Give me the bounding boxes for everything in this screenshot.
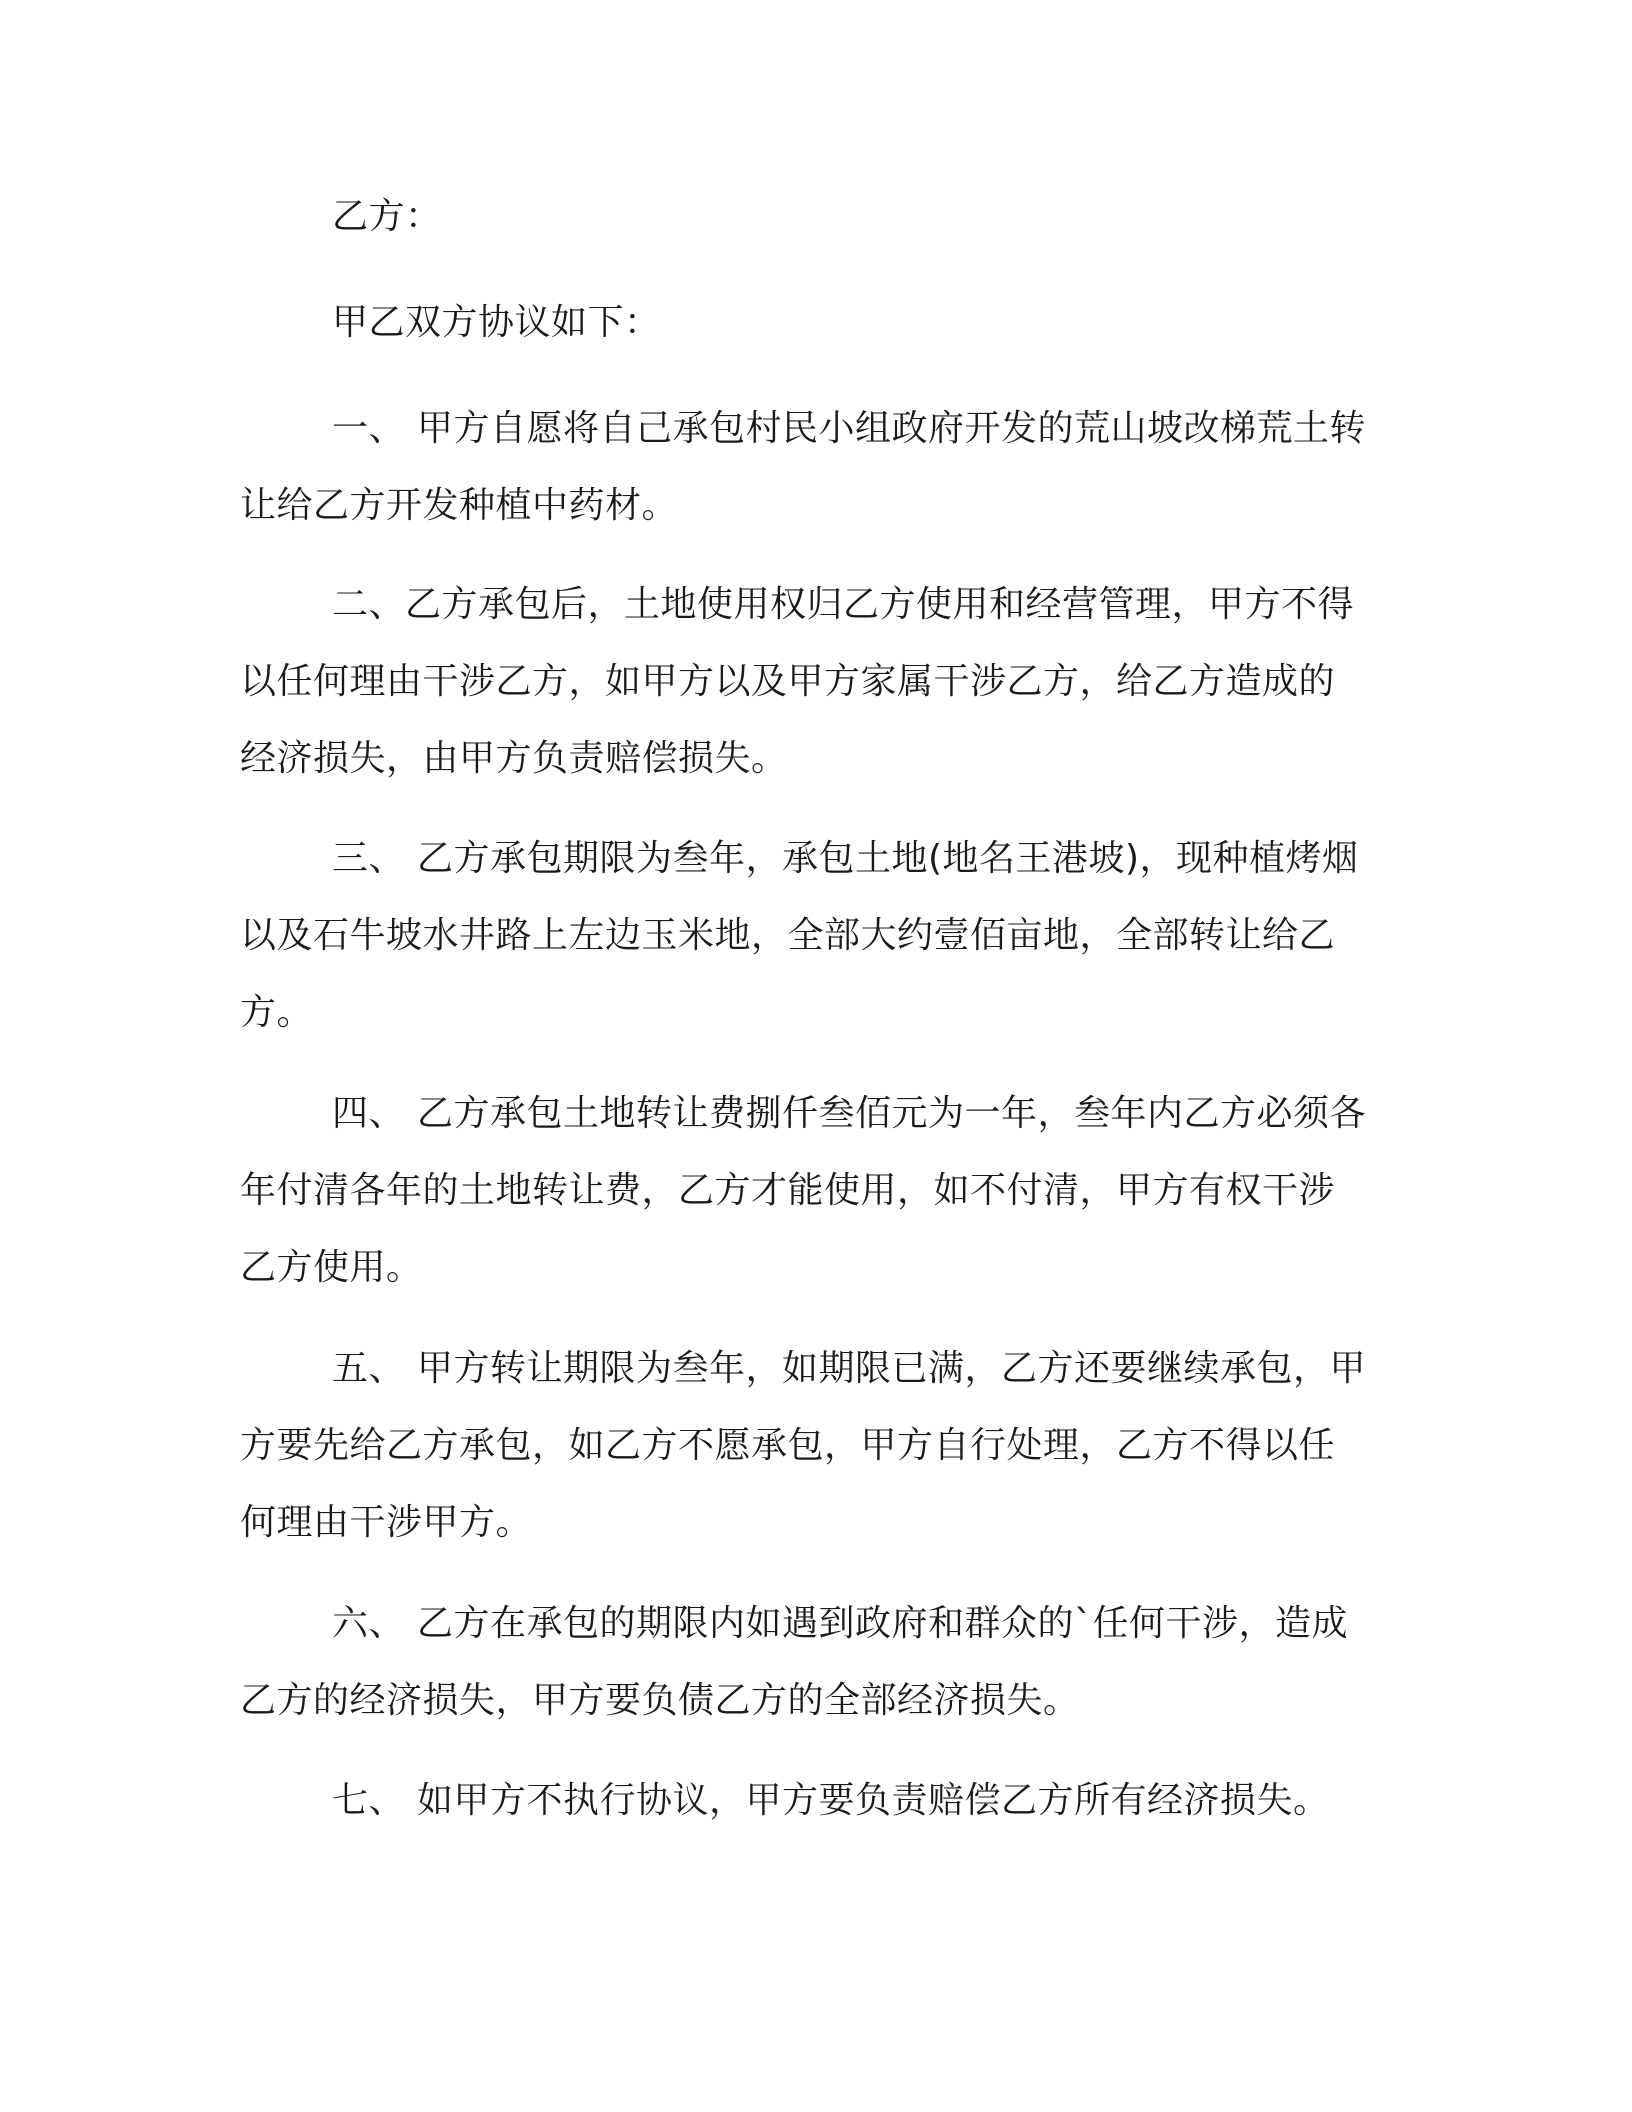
clause-3-line-2: 以及石牛坡水井路上左边玉米地，全部大约壹佰亩地，全部转让给乙	[240, 915, 1336, 956]
clause-2	[240, 566, 1385, 797]
clause-4-line-3: 乙方使用。	[240, 1247, 423, 1288]
clause-3	[240, 820, 1385, 1051]
clause-6-line-2: 乙方的经济损失，甲方要负债乙方的全部经济损失。	[240, 1680, 1080, 1721]
agreement-intro: 甲乙双方协议如下：	[332, 302, 661, 343]
clause-6	[240, 1585, 1385, 1739]
clause-1-line-1: 一、 甲方自愿将自己承包村民小组政府开发的荒山坡改梯荒土转	[332, 408, 1366, 449]
clause-6-line-1: 六、 乙方在承包的期限内如遇到政府和群众的`任何干涉，造成	[332, 1603, 1348, 1644]
clause-7-line-1: 七、 如甲方不执行协议，甲方要负责赔偿乙方所有经济损失。	[332, 1780, 1330, 1821]
clause-2-line-2: 以任何理由干涉乙方，如甲方以及甲方家属干涉乙方，给乙方造成的	[240, 661, 1336, 702]
clause-4-line-1: 四、 乙方承包土地转让费捌仟叁佰元为一年，叁年内乙方必须各	[332, 1093, 1366, 1134]
clause-2-line-3: 经济损失，由甲方负责赔偿损失。	[240, 738, 788, 779]
clause-3-line-3: 方。	[240, 992, 314, 1033]
clause-1	[240, 390, 1385, 544]
clause-5-line-2: 方要先给乙方承包，如乙方不愿承包，甲方自行处理，乙方不得以任	[240, 1425, 1336, 1466]
clause-1-line-2: 让给乙方开发种植中药材。	[240, 485, 679, 526]
party-b-label-block	[240, 178, 1385, 255]
intro-block	[240, 284, 1385, 361]
clause-5-line-1: 五、 甲方转让期限为叁年，如期限已满，乙方还要继续承包，甲	[332, 1348, 1366, 1389]
clause-2-line-1: 二、乙方承包后，土地使用权归乙方使用和经营管理，甲方不得	[332, 584, 1355, 625]
party-b-label: 乙方：	[332, 196, 442, 237]
clause-5-line-3: 何理由干涉甲方。	[240, 1502, 533, 1543]
clause-3-line-1: 三、 乙方承包期限为叁年，承包土地(地名王港坡)，现种植烤烟	[332, 838, 1359, 879]
clause-4-line-2: 年付清各年的土地转让费，乙方才能使用，如不付清，甲方有权干涉	[240, 1170, 1336, 1211]
clause-4	[240, 1075, 1385, 1306]
clause-5	[240, 1330, 1385, 1561]
clause-7	[240, 1762, 1385, 1839]
